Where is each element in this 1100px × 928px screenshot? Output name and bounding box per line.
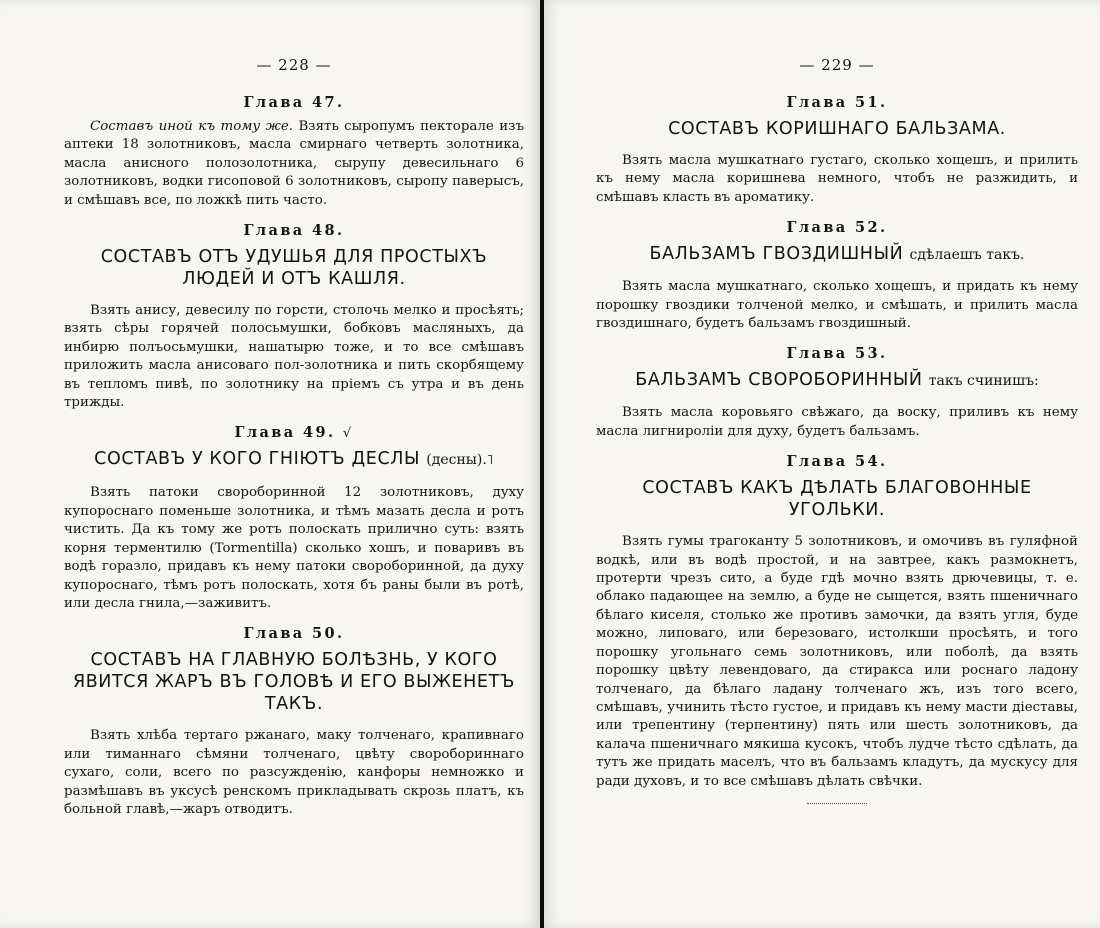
handwritten-check-mark: √ <box>342 426 354 442</box>
chapter-lead-italic: Составъ иной къ тому же. <box>90 119 294 134</box>
page-number: — 228 — <box>256 56 332 74</box>
chapter-body: Взять сыропумъ пекторале изъ аптеки 18 золотниковъ, масла смирнаго четверть золотника, масла анисного полозолотника, сырупу девесильнаго 6 золотниковъ, водки гисоповой 6 золотниковъ, сыропу паверысъ, и смѣшавъ все, по ложкѣ пить часто. <box>64 119 524 208</box>
chapter-title-main: СОСТАВЪ У КОГО ГНІЮТЪ ДЕСЛЫ <box>94 449 421 470</box>
chapter-title: СОСТАВЪ ОТЪ УДУШЬЯ ДЛЯ ПРОСТЫХЪ ЛЮДЕЙ И ОТЪ КАШЛЯ. <box>100 247 488 290</box>
chapter-title-tail: (десны). <box>426 452 487 469</box>
chapter-text: Взять патоки свороборинной 12 золотниковъ, духу купороснаго поменьше золотника, и тѣмъ мазать десла и ротъ чистить. Да къ тому же ротъ полоскать прилично суть: взять корня терментилю (Tormentilla) сколько хошъ, и поваривъ въ водѣ горазло, придавъ къ нему патоки свороборинной, да духу купороснаго, тѣмъ ротъ полоскать, хотя бъ раны были въ ротѣ, или десла гнила,—заживитъ. <box>64 485 524 611</box>
chapter-title: СОСТАВЪ КОРИШНАГО БАЛЬЗАМА. <box>668 119 1006 139</box>
chapter-heading: Глава 54. <box>786 453 888 471</box>
chapter-heading <box>64 424 524 441</box>
chapter-text: Взять масла коровьяго свѣжаго, да воску, приливъ къ нему масла лигнироліи для духу, будетъ бальзамъ. <box>596 405 1078 439</box>
chapter-heading: Глава 47. <box>243 94 345 111</box>
left-page <box>0 0 542 928</box>
chapter-text: Взять хлѣба тертаго ржанаго, маку толченаго, крапивнаго или тиманнаго сѣмяни толченаго, цвѣту своробориннаго сухаго, соли, всего по разсужденію, канфоры немножко и размѣшавъ въ уксусѣ ренскомъ прикладывать скрозь платъ, къ больной главѣ,—жаръ отводитъ. <box>64 728 524 817</box>
chapter-text: Взять анису, девесилу по горсти, столочь мелко и просѣять; взять сѣры горячей полосьмушки, бобковъ масляныхъ, да инбирю полъосьмушки, нашатырю тоже, и то все смѣшавъ приложить масла анисоваго пол-золотника и пить скорбящему въ тепломъ пивѣ, по золотнику на пріемъ съ утра и въ день трижды. <box>64 303 524 411</box>
end-ornament <box>807 803 867 806</box>
chapter-title-main: БАЛЬЗАМЪ СВОРОБОРИННЫЙ <box>635 370 923 391</box>
chapter-title-main: БАЛЬЗАМЪ ГВОЗДИШНЫЙ <box>649 244 904 265</box>
right-page <box>542 0 1100 928</box>
handwritten-bracket-mark: ˥ <box>486 453 494 469</box>
chapter-text <box>64 118 524 210</box>
chapter-title: СОСТАВЪ КАКЪ ДѢЛАТЬ БЛАГОВОННЫЕ УГОЛЬКИ. <box>642 478 1032 521</box>
chapter-heading: Глава 48. <box>243 222 345 240</box>
chapter-heading: Глава 51. <box>786 94 888 111</box>
chapter-heading: Глава 53. <box>786 345 888 363</box>
chapter-text: Взять масла мушкатнаго густаго, сколько хощешъ, и прилить къ нему масла коришнева немного, чтобъ не разжидить, и смѣшавъ класть въ ароматику. <box>596 153 1078 205</box>
chapter-text: Взять гумы трагоканту 5 золотниковъ, и омочивъ въ гуляфной водкѣ, или въ водѣ простой, и на завтрее, какъ размокнетъ, протерти чрезъ сито, а буде гдѣ мочно взять дрючевицы, т. е. облако падающее на землю, а буде не сыщется, взять пшеничнаго бѣлаго киселя, столько же противъ замочки, да взять угля, буде можно, липоваго, или березоваго, истолкши просѣять, и того порошку угольнаго семь золотниковъ, или поболѣ, да взять порошку цвѣту левендоваго, да стиракса или роснаго ладону толченаго, да бѣлаго ладану толченаго жъ, изъ того всего, смѣшавъ, учинить тѣсто густое, и придавъ къ нему масти діеставы, или трепентину (терпентину) пять или шесть золотниковъ, да калача пшеничнаго мякиша кусокъ, чтобъ лудче тѣсто сдѣлать, да тутъ же придать маселъ, что въ бальзамъ кладутъ, да мускусу для ради духовъ, и то все смѣшавъ дѣлать свѣчки. <box>596 534 1078 789</box>
gutter-line <box>542 0 544 928</box>
chapter-title-tail: сдѣлаешъ такъ. <box>909 247 1025 264</box>
chapter-title-tail: такъ счинишъ: <box>928 373 1039 390</box>
chapter-heading-text: Глава 49. <box>234 424 336 442</box>
chapter-title <box>64 448 524 472</box>
chapter-text: Взять масла мушкатнаго, сколько хощешъ, и придать къ нему порошку гвоздики толченой мелко, и смѣшать, и прилить масла гвоздишнаго, будетъ бальзамъ гвоздишный. <box>596 279 1078 332</box>
page-number: — 229 — <box>799 56 875 74</box>
chapter-heading: Глава 52. <box>786 219 888 237</box>
chapter-title <box>596 243 1078 266</box>
chapter-title <box>596 369 1078 392</box>
chapter-title: СОСТАВЪ НА ГЛАВНУЮ БОЛѢЗНЬ, У КОГО ЯВИТСЯ ЖАРЪ ВЪ ГОЛОВѢ И ЕГО ВЫЖЕНЕТЪ ТАКЪ. <box>72 650 516 715</box>
chapter-heading: Глава 50. <box>243 625 345 643</box>
